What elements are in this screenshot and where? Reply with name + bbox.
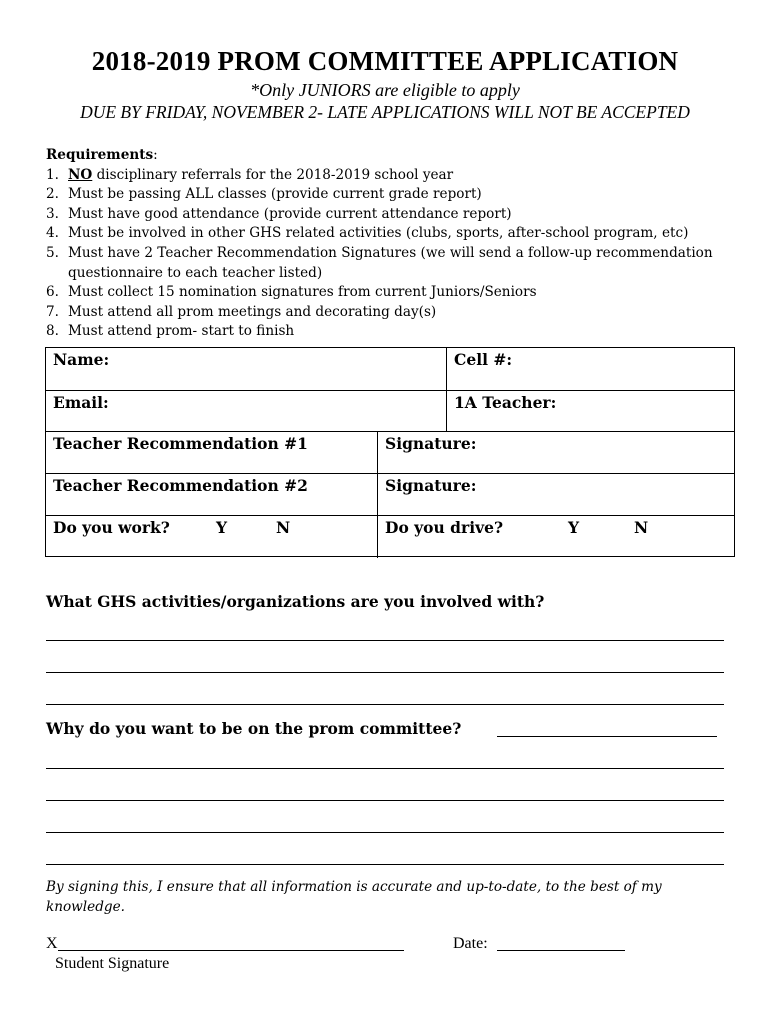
requirement-item: 6. Must collect 15 nomination signatures from current Juniors/Seniors [46, 284, 537, 301]
drive-yes-option[interactable]: Y [568, 518, 580, 537]
why-answer-line[interactable] [46, 768, 724, 769]
activities-answer-line[interactable] [46, 672, 724, 673]
teacher-rec-2-field[interactable]: Teacher Recommendation #2 [53, 476, 308, 495]
affirmation-statement: By signing this, I ensure that all information is accurate and up-to-date, to the best of my knowledge. [46, 879, 662, 915]
why-answer-line[interactable] [497, 736, 717, 737]
requirement-item: 7. Must attend all prom meetings and decorating day(s) [46, 303, 437, 320]
work-no-option[interactable]: N [276, 518, 291, 537]
activities-question: What GHS activities/organizations are you involved with? [46, 592, 545, 611]
requirement-item: 1. NO disciplinary referrals for the 2018-2019 school year [46, 166, 454, 183]
activities-answer-line[interactable] [46, 640, 724, 641]
deadline-note: DUE BY FRIDAY, NOVEMBER 2- LATE APPLICATIONS WILL NOT BE ACCEPTED [80, 102, 690, 122]
teacher-rec-1-field[interactable]: Teacher Recommendation #1 [53, 434, 308, 453]
date-line[interactable] [497, 950, 625, 951]
why-answer-line[interactable] [46, 864, 724, 865]
name-field[interactable]: Name: [53, 350, 110, 369]
work-question: Do you work? Y N [53, 518, 291, 537]
table-row [46, 348, 734, 391]
requirement-item: 8. Must attend prom- start to finish [46, 323, 295, 340]
student-signature-line[interactable] [58, 950, 404, 951]
drive-question: Do you drive? Y N [377, 516, 736, 558]
page-title: 2018-2019 PROM COMMITTEE APPLICATION [91, 46, 679, 76]
cell-phone-field[interactable]: Cell #: [446, 348, 736, 390]
table-row [46, 432, 734, 474]
work-yes-option[interactable]: Y [216, 518, 228, 537]
applicant-info-table [45, 347, 735, 557]
requirements-list [46, 166, 736, 342]
table-row [46, 516, 734, 558]
requirement-item: 3. Must have good attendance (provide current attendance report) [46, 205, 512, 222]
requirements-section: Requirements: 1. NO disciplinary referrals for the 2018-2019 school year 2. Must be passing ALL classes (provide current grade report) 3. Must have good attendance (provide current attendance report) 4. Must be involved in other GHS related activities (clubs, sports, after-school program, etc) 5. Must have 2 Teacher Recommendation Signatures (we will send a follow-up recommendation questionnaire to each teacher listed) 6. Must collect 15 nomination signatures from current Juniors/Seniors 7. Must attend all prom meetings and decorating day(s) 8. Must attend prom- start to finish [46, 146, 736, 342]
table-row [46, 474, 734, 516]
why-question: Why do you want to be on the prom committee? [46, 719, 462, 738]
emphasis-no: NO [68, 166, 93, 183]
requirement-item: 5. Must have 2 Teacher Recommendation Signatures (we will send a follow-up recommendation questionnaire to each teacher listed) [46, 244, 713, 281]
why-answer-line[interactable] [46, 832, 724, 833]
requirements-heading: Requirements [46, 147, 154, 163]
signature-x-mark: X [46, 935, 58, 952]
eligibility-note: *Only JUNIORS are eligible to apply [250, 80, 520, 100]
email-field[interactable]: Email: [53, 393, 109, 412]
activities-answer-line[interactable] [46, 704, 724, 705]
table-row [46, 391, 734, 432]
date-label: Date: [453, 935, 488, 952]
requirement-item: 2. Must be passing ALL classes (provide current grade report) [46, 186, 482, 203]
requirement-item: 4. Must be involved in other GHS related activities (clubs, sports, after-school program, etc) [46, 225, 689, 242]
drive-no-option[interactable]: N [634, 518, 649, 537]
why-answer-line[interactable] [46, 800, 724, 801]
student-signature-label: Student Signature [55, 955, 170, 972]
teacher-rec-1-signature-field[interactable]: Signature: [377, 432, 736, 473]
1a-teacher-field[interactable]: 1A Teacher: [446, 391, 736, 431]
teacher-rec-2-signature-field[interactable]: Signature: [377, 474, 736, 515]
